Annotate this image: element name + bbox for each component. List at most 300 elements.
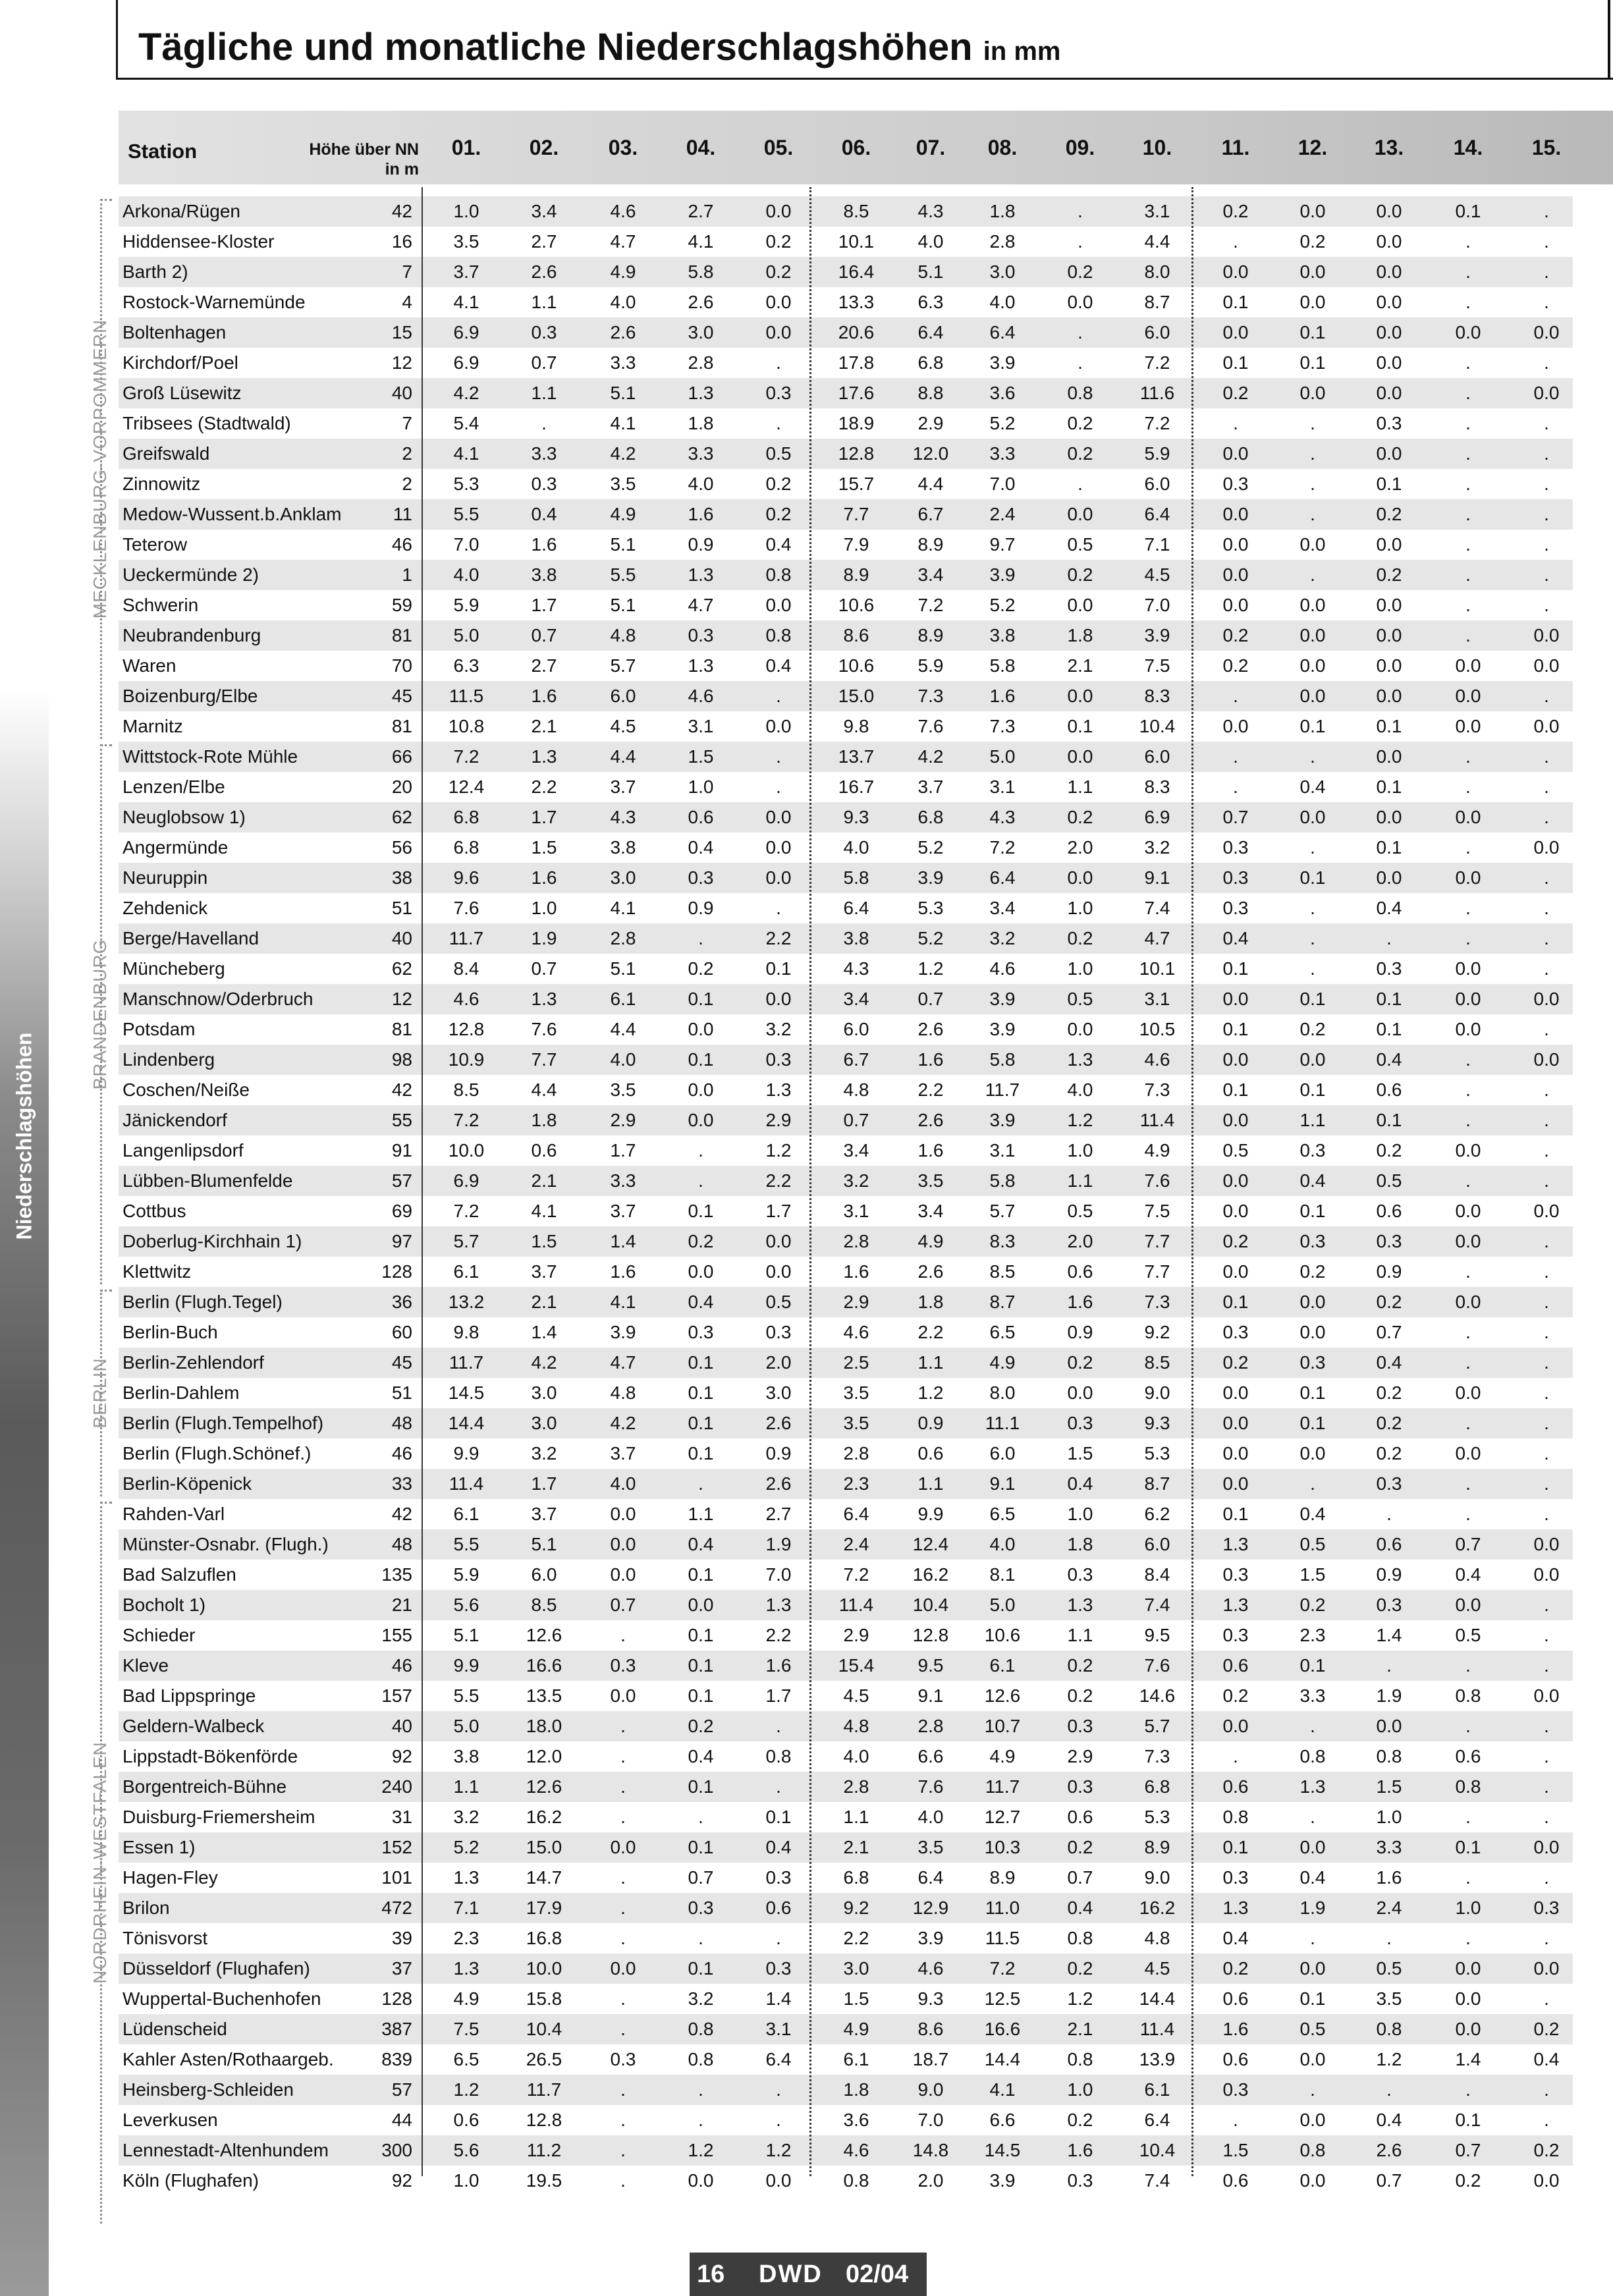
precip-cell: 0.4 — [1067, 1473, 1093, 1494]
precip-cell: . — [776, 1716, 781, 1736]
precip-cell: 0.3 — [1067, 1564, 1093, 1585]
precip-cell: . — [1310, 443, 1315, 464]
precip-cell: 0.0 — [1455, 1382, 1481, 1403]
precip-cell: 0.1 — [1376, 474, 1402, 494]
precip-cell: . — [1544, 1867, 1549, 1888]
precip-cell: 0.1 — [765, 1807, 792, 1827]
precip-cell: 4.0 — [688, 474, 714, 494]
precip-cell: 0.2 — [688, 1231, 714, 1251]
precip-cell: 2.0 — [917, 2170, 944, 2191]
precip-cell: 0.9 — [1376, 1261, 1402, 1282]
precip-cell: 17.6 — [838, 383, 875, 403]
station-name: Rostock-Warnemünde — [123, 292, 306, 312]
precip-cell: 3.7 — [917, 777, 944, 797]
sidebar-label-text: Niederschlagshöhen — [12, 1032, 36, 1240]
precip-cell: 0.6 — [765, 1898, 792, 1918]
precip-cell: . — [620, 1776, 626, 1797]
precip-cell: 9.3 — [917, 1988, 944, 2009]
station-name: Potsdam — [123, 1019, 196, 1039]
precip-cell: 0.0 — [1222, 504, 1249, 524]
precip-cell: 0.5 — [1222, 1140, 1249, 1161]
precip-cell: 0.6 — [1222, 1655, 1249, 1676]
precip-cell: 15.0 — [526, 1837, 562, 1857]
precip-cell: 0.3 — [610, 1655, 636, 1676]
precip-cell: 3.1 — [688, 716, 714, 736]
precip-cell: 2.1 — [531, 716, 557, 736]
precip-cell: 18.7 — [912, 2049, 949, 2069]
precip-cell: 5.9 — [1144, 443, 1170, 464]
precip-cell: 8.5 — [843, 201, 869, 221]
precip-cell: 13.5 — [526, 1685, 562, 1706]
precip-cell: 0.6 — [1376, 1080, 1402, 1100]
precip-cell: 0.3 — [688, 1898, 714, 1918]
precip-cell: 0.0 — [1533, 989, 1560, 1009]
precip-cell: 4.2 — [531, 1352, 557, 1373]
precip-cell: 14.4 — [1139, 1988, 1176, 2009]
precip-cell: 0.2 — [1222, 383, 1249, 403]
precip-cell: 0.2 — [765, 231, 792, 252]
precip-cell: 0.2 — [1067, 564, 1093, 585]
precip-cell: 1.6 — [765, 1655, 792, 1676]
precip-cell: 0.3 — [1222, 837, 1249, 858]
precip-cell: 0.3 — [1376, 1473, 1402, 1494]
station-name: Kirchdorf/Poel — [123, 352, 238, 373]
precip-cell: . — [1310, 504, 1315, 524]
precip-cell: 2.0 — [765, 1352, 792, 1373]
precip-cell: 2.1 — [531, 1292, 557, 1312]
precip-cell: 1.2 — [1067, 1110, 1093, 1130]
precip-cell: 3.0 — [688, 322, 714, 342]
station-name: Geldern-Walbeck — [123, 1716, 265, 1736]
precip-cell: 0.2 — [1376, 1292, 1402, 1312]
precip-cell: 7.2 — [843, 1564, 869, 1585]
precip-cell: 0.8 — [765, 625, 792, 645]
station-name: Cottbus — [123, 1201, 186, 1221]
precip-cell: 0.0 — [1299, 201, 1326, 221]
precip-cell: 9.3 — [1144, 1413, 1170, 1433]
elevation-header — [290, 140, 419, 179]
station-elevation: 33 — [391, 1473, 412, 1494]
precip-cell: 1.6 — [531, 867, 557, 888]
precip-cell: . — [1544, 1807, 1549, 1827]
precip-cell: 7.6 — [1144, 1655, 1170, 1676]
precip-cell: 7.6 — [917, 1776, 944, 1797]
precip-cell: 4.8 — [1144, 1928, 1170, 1948]
precip-cell: . — [776, 777, 781, 797]
station-elevation: 45 — [391, 686, 412, 706]
precip-cell: . — [620, 1928, 626, 1948]
day-header: 13. — [1374, 136, 1404, 159]
precip-cell: 15.8 — [526, 1988, 562, 2009]
precip-cell: 3.1 — [989, 777, 1016, 797]
precip-cell: 7.4 — [1144, 1595, 1170, 1615]
precip-cell: 3.5 — [917, 1837, 944, 1857]
table-row — [0, 1620, 1613, 1651]
precip-cell: 6.4 — [843, 898, 869, 918]
precip-cell: 0.4 — [1299, 777, 1326, 797]
precip-cell: 1.3 — [531, 746, 557, 767]
precip-cell: 0.3 — [1222, 474, 1249, 494]
station-name: Berlin-Zehlendorf — [123, 1352, 264, 1373]
precip-cell: . — [1544, 352, 1549, 373]
station-name: Bad Salzuflen — [123, 1564, 236, 1585]
precip-cell: 9.8 — [843, 716, 869, 736]
precip-cell: . — [1544, 1080, 1549, 1100]
precip-cell: . — [1544, 686, 1549, 706]
precip-cell: 0.0 — [1455, 1988, 1481, 2009]
precip-cell: 7.9 — [843, 534, 869, 555]
precip-cell: 5.7 — [453, 1231, 479, 1251]
precip-cell: 3.3 — [610, 1170, 636, 1191]
day-header: 08. — [987, 136, 1018, 159]
precip-cell: . — [1233, 777, 1238, 797]
precip-cell: 0.3 — [531, 322, 557, 342]
precip-cell: 0.4 — [1455, 1564, 1481, 1585]
precip-cell: 5.5 — [453, 1534, 479, 1554]
station-name: Essen 1) — [123, 1837, 196, 1857]
page-title — [138, 25, 1061, 69]
station-elevation: 51 — [391, 1382, 412, 1403]
precip-cell: 0.0 — [1299, 1049, 1326, 1070]
precip-cell: 0.2 — [1067, 1837, 1093, 1857]
station-name: Hiddensee-Kloster — [123, 231, 275, 252]
precip-cell: 9.6 — [453, 867, 479, 888]
precip-cell: 5.7 — [610, 655, 636, 676]
precip-cell: 4.3 — [917, 201, 944, 221]
precip-cell: 2.9 — [843, 1292, 869, 1312]
precip-cell: 1.0 — [453, 201, 479, 221]
page-title-text: Tägliche und monatliche Niederschlagshöhen — [138, 26, 973, 68]
precip-cell: . — [1544, 1110, 1549, 1130]
precip-cell: 0.2 — [1067, 443, 1093, 464]
table-row — [0, 287, 1613, 317]
precip-cell: . — [1465, 1352, 1471, 1373]
station-elevation: 101 — [381, 1867, 412, 1888]
precip-cell: 5.6 — [453, 1595, 479, 1615]
precip-cell: 0.0 — [1455, 867, 1481, 888]
precip-cell: 1.6 — [531, 534, 557, 555]
precip-cell: 1.9 — [765, 1534, 792, 1554]
precip-cell: 2.6 — [917, 1261, 944, 1282]
table-row — [0, 1984, 1613, 2014]
precip-cell: 2.8 — [843, 1231, 869, 1251]
precip-cell: 5.8 — [989, 1170, 1016, 1191]
precip-cell: . — [1233, 413, 1238, 433]
station-name: Tribsees (Stadtwald) — [123, 413, 291, 433]
table-row — [0, 1196, 1613, 1226]
precip-cell: 2.7 — [531, 655, 557, 676]
precip-cell: . — [1233, 686, 1238, 706]
precip-cell: 1.6 — [1067, 1292, 1093, 1312]
precip-cell: 0.1 — [1376, 1110, 1402, 1130]
day-header: 01. — [451, 136, 481, 159]
precip-cell: . — [620, 2110, 626, 2130]
precip-cell: 9.2 — [843, 1898, 869, 1918]
precip-cell: 5.0 — [453, 1716, 479, 1736]
precip-cell: 6.5 — [989, 1504, 1016, 1524]
precip-cell: . — [1465, 1504, 1471, 1524]
station-elevation: 157 — [381, 1685, 412, 1706]
station-elevation: 240 — [381, 1776, 412, 1797]
table-row — [0, 1045, 1613, 1075]
precip-cell: 11.0 — [985, 1898, 1020, 1918]
precip-cell: 7.2 — [989, 1958, 1016, 1979]
precip-cell: . — [1465, 383, 1471, 403]
precip-cell: 0.3 — [765, 1958, 792, 1979]
precip-cell: . — [1386, 1655, 1392, 1676]
precip-cell: 0.0 — [1455, 1140, 1481, 1161]
precip-cell: 10.1 — [838, 231, 875, 252]
station-name: Angermünde — [123, 837, 229, 858]
precip-cell: 8.5 — [453, 1080, 479, 1100]
station-name: Lenzen/Elbe — [123, 777, 225, 797]
precip-cell: 1.2 — [688, 2140, 714, 2160]
precip-cell: 0.0 — [1067, 504, 1093, 524]
precip-cell: 1.1 — [917, 1352, 944, 1373]
precip-cell: 10.0 — [448, 1140, 485, 1161]
precip-cell: . — [776, 2079, 781, 2100]
station-elevation: 12 — [391, 989, 412, 1009]
precip-cell: 0.7 — [843, 1110, 869, 1130]
precip-cell: 0.0 — [765, 292, 792, 312]
precip-cell: 0.1 — [1376, 716, 1402, 736]
precip-cell: 8.3 — [1144, 777, 1170, 797]
precip-cell: 2.1 — [843, 1837, 869, 1857]
station-name: Kleve — [123, 1655, 169, 1676]
precip-cell: 12.4 — [448, 777, 485, 797]
precip-cell: 0.0 — [765, 867, 792, 888]
precip-cell: . — [620, 2170, 626, 2191]
precip-cell: 1.6 — [1222, 2019, 1249, 2039]
precip-cell: 0.6 — [1222, 2049, 1249, 2069]
precip-cell: 4.1 — [531, 1201, 557, 1221]
precip-cell: 9.0 — [1144, 1382, 1170, 1403]
station-elevation: 21 — [391, 1595, 412, 1615]
precip-cell: 3.1 — [765, 2019, 792, 2039]
precip-cell: . — [1078, 352, 1083, 373]
precip-cell: 11.7 — [449, 928, 484, 948]
precip-cell: 0.4 — [1299, 1504, 1326, 1524]
precip-cell: 0.0 — [688, 1080, 714, 1100]
precip-cell: 2.2 — [917, 1080, 944, 1100]
station-elevation: 91 — [391, 1140, 412, 1161]
precip-cell: . — [1544, 777, 1549, 797]
precip-cell: 0.0 — [1455, 989, 1481, 1009]
precip-cell: 0.2 — [1376, 1140, 1402, 1161]
precip-cell: 8.6 — [917, 2019, 944, 2039]
precip-cell: 0.0 — [1533, 1534, 1560, 1554]
precip-cell: 18.0 — [526, 1716, 562, 1736]
precip-cell: 0.0 — [1533, 1837, 1560, 1857]
precip-cell: 3.5 — [610, 474, 636, 494]
precip-cell: 11.7 — [985, 1080, 1020, 1100]
precip-cell: 0.3 — [1376, 1595, 1402, 1615]
station-name: Neuruppin — [123, 867, 208, 888]
precip-cell: 0.1 — [1299, 352, 1326, 373]
precip-cell: 3.5 — [843, 1413, 869, 1433]
precip-cell: 15.0 — [838, 686, 875, 706]
precip-cell: 0.8 — [1376, 1746, 1402, 1766]
precip-cell: . — [1310, 898, 1315, 918]
precip-cell: 3.5 — [1376, 1988, 1402, 2009]
precip-cell: . — [1544, 1473, 1549, 1494]
precip-cell: 4.9 — [1144, 1140, 1170, 1161]
station-elevation: 48 — [391, 1413, 412, 1433]
station-name: Kahler Asten/Rothaargeb. — [123, 2049, 334, 2069]
precip-cell: 0.0 — [1455, 1292, 1481, 1312]
precip-cell: 0.8 — [1067, 383, 1093, 403]
precip-cell: 3.3 — [531, 443, 557, 464]
precip-cell: . — [1544, 292, 1549, 312]
precip-cell: . — [1544, 1716, 1549, 1736]
precip-cell: 7.0 — [917, 2110, 944, 2130]
precip-cell: 0.1 — [1222, 292, 1249, 312]
title-frame-right-rule — [1608, 0, 1610, 78]
station-elevation: 62 — [391, 807, 412, 827]
precip-cell: 0.1 — [1376, 837, 1402, 858]
station-elevation: 92 — [391, 2170, 412, 2191]
precip-cell: 19.5 — [526, 2170, 562, 2191]
precip-cell: 2.9 — [843, 1625, 869, 1645]
precip-cell: 0.1 — [1299, 1382, 1326, 1403]
day-header: 04. — [686, 136, 716, 159]
precip-cell: 6.0 — [1144, 322, 1170, 342]
precip-cell: 0.0 — [1222, 443, 1249, 464]
precip-cell: 0.2 — [1067, 1958, 1093, 1979]
precip-cell: 0.1 — [1299, 1080, 1326, 1100]
precip-cell: 1.2 — [1376, 2049, 1402, 2069]
precip-cell: 4.6 — [917, 1958, 944, 1979]
precip-cell: 2.6 — [1376, 2140, 1402, 2160]
precip-cell: 0.8 — [1455, 1685, 1481, 1706]
precip-cell: 1.3 — [453, 1867, 479, 1888]
precip-cell: 7.6 — [917, 716, 944, 736]
precip-cell: 5.5 — [453, 504, 479, 524]
precip-cell: 1.2 — [453, 2079, 479, 2100]
precip-cell: . — [1544, 898, 1549, 918]
precip-cell: 3.7 — [453, 261, 479, 282]
precip-cell: 0.1 — [688, 1958, 714, 1979]
region-bracket-tick — [100, 199, 112, 201]
precip-cell: 5.0 — [453, 625, 479, 645]
precip-cell: 0.0 — [1067, 292, 1093, 312]
precip-cell: 2.4 — [989, 504, 1016, 524]
table-row — [0, 1741, 1613, 1772]
precip-cell: 1.6 — [917, 1049, 944, 1070]
precip-cell: 3.9 — [989, 352, 1016, 373]
precip-cell: . — [1465, 231, 1471, 252]
precip-cell: 2.6 — [917, 1110, 944, 1130]
station-elevation: 7 — [402, 261, 412, 282]
station-elevation: 60 — [391, 1322, 412, 1342]
precip-cell: . — [1544, 231, 1549, 252]
precip-cell: 2.5 — [843, 1352, 869, 1373]
precip-cell: 0.2 — [1299, 231, 1326, 252]
precip-cell: 0.3 — [1376, 1231, 1402, 1251]
precip-cell: 0.2 — [765, 474, 792, 494]
precip-cell: 0.2 — [688, 958, 714, 979]
precip-cell: 0.0 — [1067, 746, 1093, 767]
precip-cell: 0.0 — [1222, 1049, 1249, 1070]
precip-cell: . — [1465, 1655, 1471, 1676]
precip-cell: 0.3 — [1067, 1776, 1093, 1797]
station-name: Berlin (Flugh.Tempelhof) — [123, 1413, 324, 1433]
precip-cell: 0.0 — [1455, 1231, 1481, 1251]
precip-cell: . — [1310, 1473, 1315, 1494]
precip-cell: 0.0 — [610, 1837, 636, 1857]
precip-cell: 3.9 — [989, 564, 1016, 585]
precip-cell: 8.9 — [917, 534, 944, 555]
precip-cell: 7.7 — [531, 1049, 557, 1070]
precip-cell: 6.5 — [989, 1322, 1016, 1342]
precip-cell: 1.1 — [531, 383, 557, 403]
precip-cell: . — [541, 413, 547, 433]
precip-cell: 4.0 — [453, 564, 479, 585]
precip-cell: 0.4 — [531, 504, 557, 524]
precip-cell: 2.9 — [610, 1110, 636, 1130]
precip-cell: 5.5 — [453, 1685, 479, 1706]
table-row — [0, 317, 1613, 348]
precip-cell: 4.1 — [610, 898, 636, 918]
precip-cell: 2.2 — [765, 928, 792, 948]
precip-cell: . — [1310, 837, 1315, 858]
table-row — [0, 1772, 1613, 1802]
precip-cell: 0.8 — [1222, 1807, 1249, 1827]
precip-cell: 2.1 — [1067, 655, 1093, 676]
table-row — [0, 1438, 1613, 1469]
precip-cell: 9.9 — [453, 1443, 479, 1463]
precip-cell: . — [1544, 1443, 1549, 1463]
precip-cell: 0.0 — [1376, 383, 1402, 403]
station-elevation: 42 — [391, 1504, 412, 1524]
station-elevation: 46 — [391, 534, 412, 555]
precip-cell: . — [620, 2019, 626, 2039]
station-name: Wittstock-Rote Mühle — [123, 746, 298, 767]
precip-cell: 2.6 — [531, 261, 557, 282]
precip-cell: 0.2 — [765, 261, 792, 282]
table-row — [0, 348, 1613, 378]
precip-cell: . — [1465, 1928, 1471, 1948]
precip-cell: 1.6 — [1067, 2140, 1093, 2160]
station-elevation: 135 — [381, 1564, 412, 1585]
station-name: Langenlipsdorf — [123, 1140, 244, 1161]
station-name: Greifswald — [123, 443, 210, 464]
table-row — [0, 2014, 1613, 2044]
station-name: Coschen/Neiße — [123, 1080, 250, 1100]
precip-cell: 7.2 — [917, 595, 944, 615]
day-header: 10. — [1142, 136, 1172, 159]
precip-cell: 12.8 — [838, 443, 875, 464]
region-label: MECKLENBURG-VORPOMMERN — [90, 319, 110, 619]
precip-cell: 1.1 — [1067, 1170, 1093, 1191]
precip-cell: 3.2 — [843, 1170, 869, 1191]
precip-cell: 0.1 — [1299, 322, 1326, 342]
precip-cell: 0.0 — [1299, 1958, 1326, 1979]
precip-cell: 0.1 — [688, 1776, 714, 1797]
precip-cell: . — [620, 2079, 626, 2100]
table-row — [0, 742, 1613, 772]
precip-cell: . — [1386, 928, 1392, 948]
station-name: Lippstadt-Bökenförde — [123, 1746, 298, 1766]
precip-cell: 2.2 — [765, 1170, 792, 1191]
station-elevation: 40 — [391, 383, 412, 403]
precip-cell: 0.3 — [688, 867, 714, 888]
precip-cell: 0.0 — [1067, 595, 1093, 615]
precip-cell: . — [620, 1716, 626, 1736]
station-name: Düsseldorf (Flughafen) — [123, 1958, 310, 1979]
precip-cell: 4.0 — [989, 1534, 1016, 1554]
precip-cell: . — [1544, 1352, 1549, 1373]
